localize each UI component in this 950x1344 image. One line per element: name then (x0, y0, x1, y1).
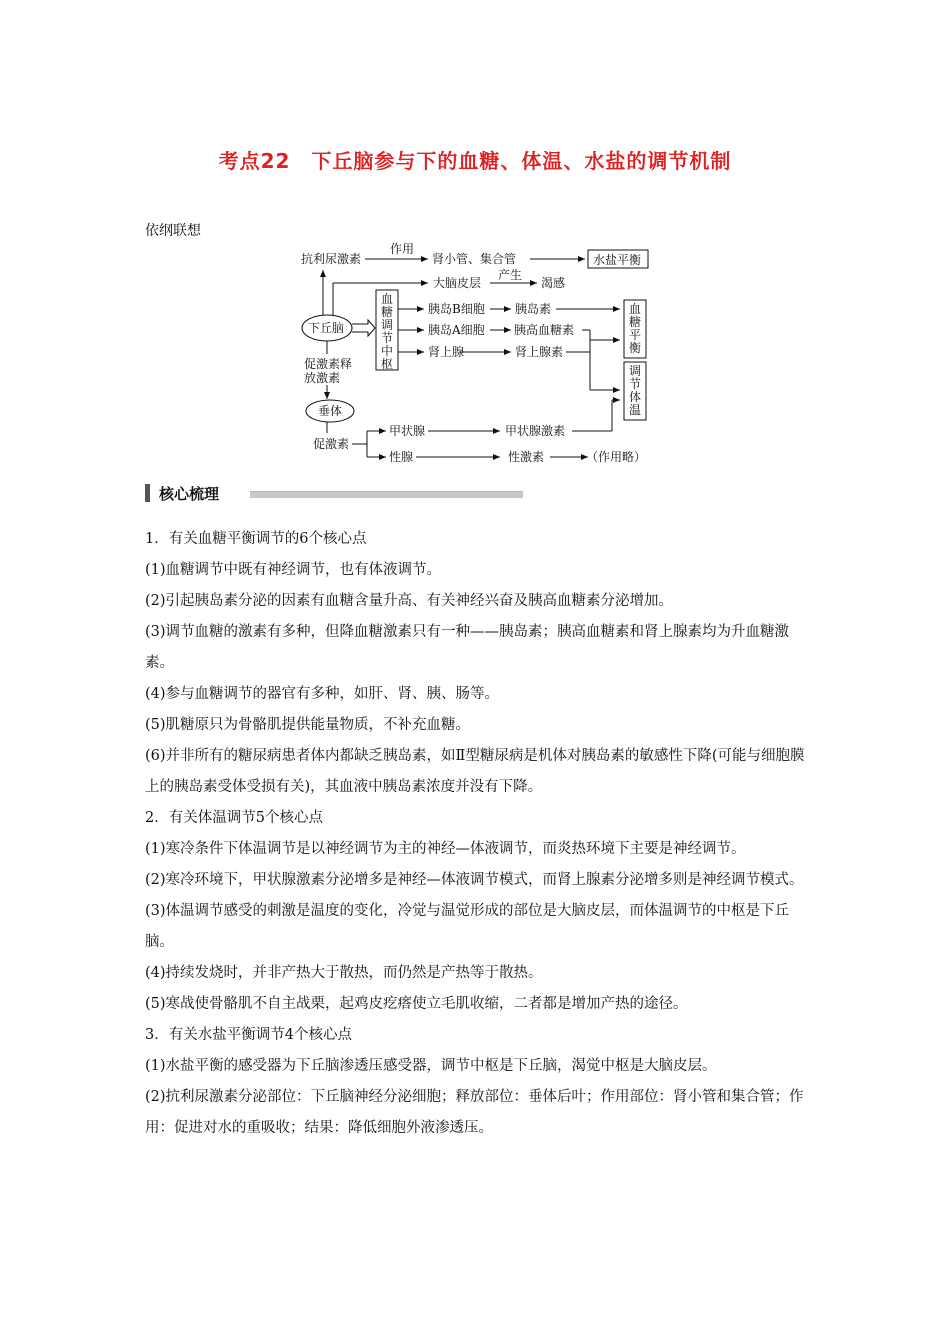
node-adrenal: 肾上腺 (428, 345, 465, 359)
glucose-char-1: 血 (629, 302, 642, 316)
node-thyroid: 甲状腺 (389, 424, 426, 438)
paragraph: (3)调节血糖的激素有多种，但降血糖激素只有一种——胰岛素；胰高血糖素和肾上腺素均为升血糖激素。 (145, 624, 790, 671)
temp-char-4: 温 (629, 403, 642, 417)
heading-glucose: 1．有关血糖平衡调节的6个核心点 (145, 531, 367, 547)
node-sex-hormone: 性激素 (508, 450, 545, 464)
paragraph: (3)体温调节感受的刺激是温度的变化，冷觉与温觉形成的部位是大脑皮层，而体温调节的中枢是下丘脑。 (145, 903, 790, 950)
node-hypothalamus: 下丘脑 (308, 321, 345, 335)
glucose-char-3: 平 (629, 328, 642, 342)
paragraph: (1)寒冷条件下体温调节是以神经调节为主的神经—体液调节，而炎热环境下主要是神经调节。 (145, 841, 746, 857)
section-header (145, 482, 219, 504)
node-b-cell: 胰岛B细胞 (428, 302, 485, 316)
glucose-char-4: 衡 (629, 341, 642, 355)
heading-water-salt: 3．有关水盐平衡调节4个核心点 (145, 1027, 352, 1043)
paragraph: (5)寒战使骨骼肌不自主战栗，起鸡皮疙瘩使立毛肌收缩，二者都是增加产热的途径。 (145, 996, 688, 1012)
node-kidney: 肾小管、集合管 (432, 252, 517, 266)
center-char-3: 调 (381, 318, 394, 332)
node-omitted: （作用略） (586, 450, 647, 464)
node-insulin: 胰岛素 (515, 302, 552, 316)
node-thirst: 渴感 (541, 276, 566, 290)
content-body (145, 524, 807, 1144)
node-a-cell: 胰岛A细胞 (428, 323, 485, 337)
center-char-6: 枢 (381, 357, 394, 371)
node-pituitary: 垂体 (318, 404, 343, 418)
temp-char-1: 调 (629, 364, 642, 378)
paragraph: (2)引起胰岛素分泌的因素有血糖含量升高、有关神经兴奋及胰高血糖素分泌增加。 (145, 593, 674, 609)
center-char-1: 血 (381, 292, 394, 306)
node-adh: 抗利尿激素 (301, 252, 362, 266)
node-gonad: 性腺 (389, 450, 414, 464)
page-title: 考点22 下丘脑参与下的血糖、体温、水盐的调节机制 (218, 149, 732, 173)
heading-temperature: 2．有关体温调节5个核心点 (145, 810, 323, 826)
node-trh-2: 放激素 (304, 371, 341, 385)
glucose-char-2: 糖 (629, 315, 642, 329)
paragraph: (4)参与血糖调节的器官有多种，如肝、肾、胰、肠等。 (145, 686, 500, 702)
node-cortex: 大脑皮层 (433, 276, 482, 290)
section-bar (145, 484, 150, 502)
paragraph: (2)抗利尿激素分泌部位：下丘脑神经分泌细胞；释放部位：垂体后叶；作用部位：肾小管和集合管；作用：促进对水的重吸收；结果：降低细胞外液渗透压。 (145, 1089, 804, 1136)
temp-char-3: 体 (629, 390, 642, 404)
regulation-diagram (0, 0, 950, 480)
center-char-4: 节 (381, 331, 394, 345)
paragraph: (2)寒冷环境下，甲状腺激素分泌增多是神经—体液调节模式，而肾上腺素分泌增多则是神经调节模式。 (145, 872, 804, 888)
section-rule (250, 491, 523, 498)
node-glucagon: 胰高血糖素 (514, 323, 575, 337)
node-act: 作用 (390, 242, 415, 256)
center-char-2: 糖 (381, 305, 394, 319)
paragraph: (4)持续发烧时，并非产热大于散热，而仍然是产热等于散热。 (145, 965, 543, 981)
node-thyroxine: 甲状腺激素 (505, 424, 566, 438)
node-produce: 产生 (498, 268, 523, 282)
temp-char-2: 节 (629, 377, 642, 391)
paragraph: (5)肌糖原只为骨骼肌提供能量物质，不补充血糖。 (145, 717, 471, 733)
center-char-5: 中 (381, 344, 394, 358)
node-adrenaline: 肾上腺素 (515, 345, 564, 359)
paragraph: (1)血糖调节中既有神经调节，也有体液调节。 (145, 562, 442, 578)
node-water-balance: 水盐平衡 (593, 253, 642, 267)
section-title: 核心梳理 (159, 484, 220, 503)
outline-label: 依纲联想 (145, 223, 201, 239)
node-trh-1: 促激素释 (304, 357, 353, 371)
double-arrow-to-center (352, 320, 375, 336)
paragraph: (1)水盐平衡的感受器为下丘脑渗透压感受器，调节中枢是下丘脑，渴觉中枢是大脑皮层。 (145, 1058, 717, 1074)
node-tropic: 促激素 (313, 437, 350, 451)
paragraph: (6)并非所有的糖尿病患者体内都缺乏胰岛素，如Ⅱ型糖尿病是机体对胰岛素的敏感性下降(可能与细胞膜上的胰岛素受体受损有关)，其血液中胰岛素浓度并没有下降。 (145, 748, 805, 795)
